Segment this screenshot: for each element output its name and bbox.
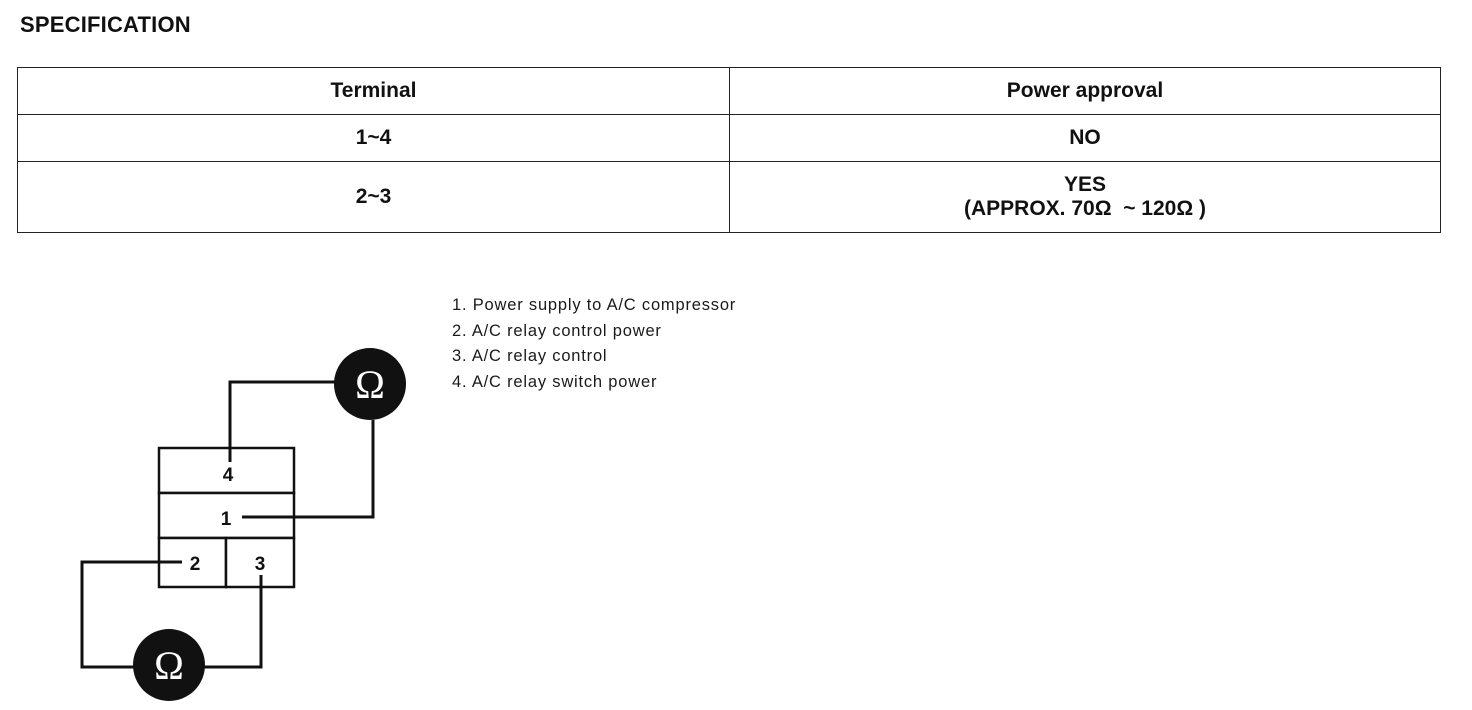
terminal-cell: 1~4: [18, 115, 730, 162]
terminal-cell: 2~3: [18, 162, 730, 233]
terminal-label-2: 2: [189, 554, 201, 575]
terminal-label-3: 3: [254, 554, 266, 575]
terminal-label-1: 1: [220, 509, 232, 530]
ohmmeter-symbol: Ω: [154, 643, 184, 688]
terminal-label-4: 4: [222, 465, 234, 486]
ohmmeter-icon: [133, 629, 205, 701]
approval-value: YES: [1063, 173, 1107, 196]
ohmmeter-symbol: Ω: [355, 362, 385, 407]
legend-item: 4. A/C relay switch power: [452, 372, 658, 391]
header-terminal: Terminal: [18, 68, 730, 115]
terminal-legend: [452, 293, 736, 395]
legend-item: 1. Power supply to A/C compressor: [452, 296, 737, 314]
wire-3-to-meter: [204, 575, 261, 667]
ohmmeter-icon: [334, 348, 406, 420]
approval-range: (APPROX. 70Ω ~ 120Ω ): [963, 197, 1206, 220]
page-heading: SPECIFICATION: [20, 12, 191, 37]
legend-item: 3. A/C relay control: [452, 347, 608, 365]
approval-value: NO: [1069, 126, 1101, 149]
header-power-approval: Power approval: [730, 68, 1441, 115]
legend-item: 2. A/C relay control power: [452, 321, 662, 340]
